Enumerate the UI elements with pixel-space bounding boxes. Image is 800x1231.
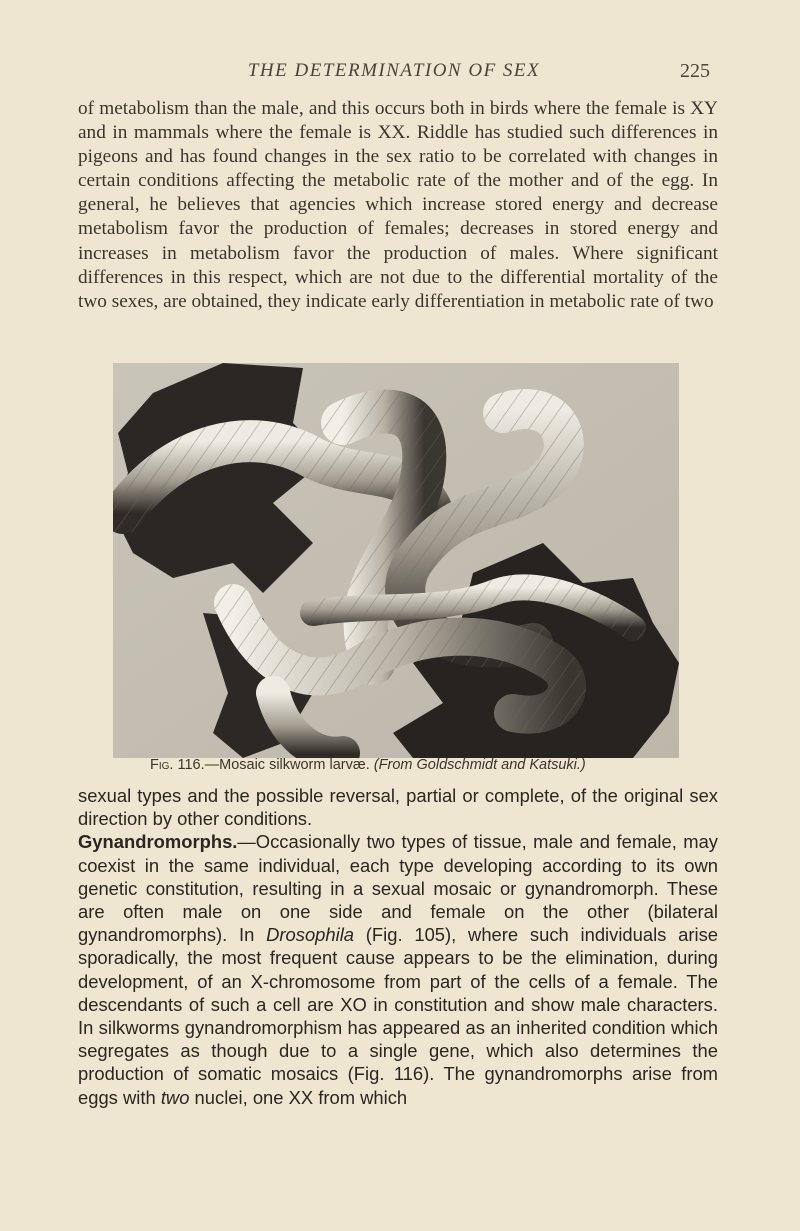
page-number: 225: [680, 60, 710, 82]
continuation-text: sexual types and the possible reversal, partial or complete, of the original sex direction by other conditions.: [78, 785, 718, 830]
running-head: [78, 60, 710, 88]
figure-mosaic-silkworm-larvae: [113, 363, 679, 773]
body-paragraph-top: of metabolism than the male, and this occurs both in birds where the female is XY and in mammals where the female is XX. Riddle has studied such differences in pigeons and has found changes in the sex ratio to be correlated with changes in certain conditions affecting the metabolic rate of the mother and of the egg. In general, he believes that agencies which increase stored energy and decrease metabolism favor the production of females; decreases in stored energy and increases in metabolism favor the production of males. Where significant differences in this respect, which are not due to the differential mortality of the two sexes, are obtained, they indicate early differentiation in metabolic rate of two: [78, 98, 718, 312]
section-heading-gynandromorphs: Gynandromorphs.: [78, 831, 238, 853]
figure-caption-source: (From Goldschmidt and Katsuki.): [373, 757, 586, 773]
figure-caption: [150, 757, 710, 773]
gynandromorphs-text-3: nuclei, one XX from which: [189, 1086, 408, 1108]
genus-drosophila: Drosophila: [266, 924, 355, 946]
running-title: THE DETERMINATION OF SEX: [247, 60, 541, 81]
gynandromorphs-text-2: (Fig. 105), where such individuals arise sporadically, the most frequent cause appears to be the elimination, during development, of an X-chromosome from part of the cells of a female. The descendants of such a cell are XO in constitution and show male characters. In silkworms gynandromorphism has appeared as an inherited condition which segregates as though due to a single gene, which also determines the production of somatic mosaics (Fig. 116). The gynandromorphs arise from eggs with: [78, 924, 718, 1108]
gynandromorphs-text-1: —Occasionally two types of tissue, male and female, may coexist in the same individual, each type developing according to its own genetic constitution, resulting in a sexual mosaic or gynandromorph. These are often male on one side and female on the other (bilateral gynandromorphs). In: [78, 831, 718, 946]
body-paragraph-bottom: [78, 784, 718, 1109]
figure-label: Fig. 116.: [150, 757, 205, 773]
figure-caption-text: —Mosaic silkworm larvæ.: [204, 757, 370, 773]
emphasis-two: two: [160, 1086, 190, 1108]
silkworm-photo: [113, 363, 679, 758]
